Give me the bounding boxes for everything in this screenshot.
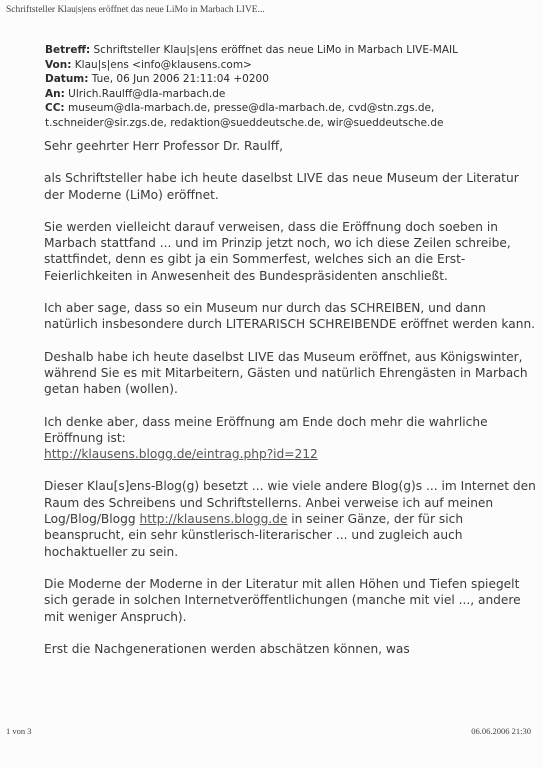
from-label: Von: xyxy=(45,58,72,71)
cc-value-line1: museum@dla-marbach.de, presse@dla-marbach.de, cvd@stn.zgs.de, xyxy=(67,102,435,115)
paragraph-marbach: Sie werden vielleicht darauf verweisen, dass die Eröffnung doch soeben in Marbach stattfand ... und im Prinzip jetzt noch, wo ich diese Zeilen schreibe, stattfindet, denn es gibt ja ein Sommerfest, welches sich an die Erst-Feierlichkeiten in Anwesenheit des Bundespräsidenten anschließt. xyxy=(44,219,511,283)
print-timestamp: 06.06.2006 21:30 xyxy=(471,726,531,736)
from-value: Klau|s|ens <info@klausens.com> xyxy=(74,58,252,71)
date-value: Tue, 06 Jun 2006 21:11:04 +0200 xyxy=(91,73,269,86)
cc-value-line2: t.schneider@sir.zgs.de, redaktion@sueddeutsche.de, wir@sueddeutsche.de xyxy=(45,116,444,129)
subject-label: Betreff: xyxy=(45,44,91,56)
email-header-block xyxy=(45,43,540,131)
paragraph-true-opening-text: Ich denke aber, dass meine Eröffnung am Ende doch mehr die wahrliche Eröffnung ist: xyxy=(44,414,488,445)
print-header-title: Schriftsteller Klau|s|ens eröffnet das neue LiMo in Marbach LIVE... xyxy=(6,5,265,15)
blog-home-link[interactable]: http://klausens.blogg.de xyxy=(139,512,288,527)
to-row xyxy=(45,87,540,102)
blog-entry-link[interactable]: http://klausens.blogg.de/eintrag.php?id=212 xyxy=(44,447,318,462)
to-label: An: xyxy=(45,87,65,100)
email-body xyxy=(44,138,539,657)
cc-row xyxy=(45,101,540,116)
paragraph-true-opening xyxy=(44,414,539,463)
paragraph-koenigswinter: Deshalb habe ich heute daselbst LIVE das Museum eröffnet, aus Königswinter, während Sie es mit Mitarbeitern, Gästen und natürlich Ehrengästen in Marbach getan haben (wollen). xyxy=(44,349,528,397)
cc-label: CC: xyxy=(45,102,65,115)
subject-value: Schriftsteller Klau|s|ens eröffnet das neue LiMo in Marbach LIVE-MAIL xyxy=(93,44,458,56)
paragraph-modernity: Die Moderne der Moderne in der Literatur mit allen Höhen und Tiefen spiegelt sich gerade in solchen Internetveröffentlichungen (manche mit viel ..., andere mit weniger Anspruch). xyxy=(44,576,521,624)
paragraph-blog-text-before: Dieser Klau[s]ens-Blog(g) besetzt ... wie viele andere Blog(g)s ... im Internet den Raum des Schreibens und Schriftstellerns. Anbei verweise ich auf meinen Log/Blog/Blogg xyxy=(44,479,536,527)
paragraph-blog-text-after: in seiner Gänze, der für sich beansprucht, ein sehr künstlerisch-literarischer ... und zugleich auch hochaktueller zu sein. xyxy=(44,512,464,559)
subject-row xyxy=(45,43,540,58)
paragraph-blog xyxy=(44,478,539,559)
to-value: Ulrich.Raulff@dla-marbach.de xyxy=(68,87,226,100)
from-row xyxy=(45,58,540,73)
paragraph-opening: als Schriftsteller habe ich heute daselbst LIVE das neue Museum der Literatur der Moderne (LiMo) eröffnet. xyxy=(44,171,519,202)
date-row xyxy=(45,72,540,87)
cc-row-continued xyxy=(45,116,540,131)
salutation: Sehr geehrter Herr Professor Dr. Raulff, xyxy=(44,139,284,153)
paragraph-next-generations: Erst die Nachgenerationen werden abschätzen können, was xyxy=(44,641,410,656)
date-label: Datum: xyxy=(45,73,89,86)
paragraph-writing: Ich aber sage, dass so ein Museum nur durch das SCHREIBEN, und dann natürlich insbesondere durch LITERARISCH SCHREIBENDE eröffnet werden kann. xyxy=(44,301,536,332)
page-number: 1 von 3 xyxy=(6,726,32,736)
